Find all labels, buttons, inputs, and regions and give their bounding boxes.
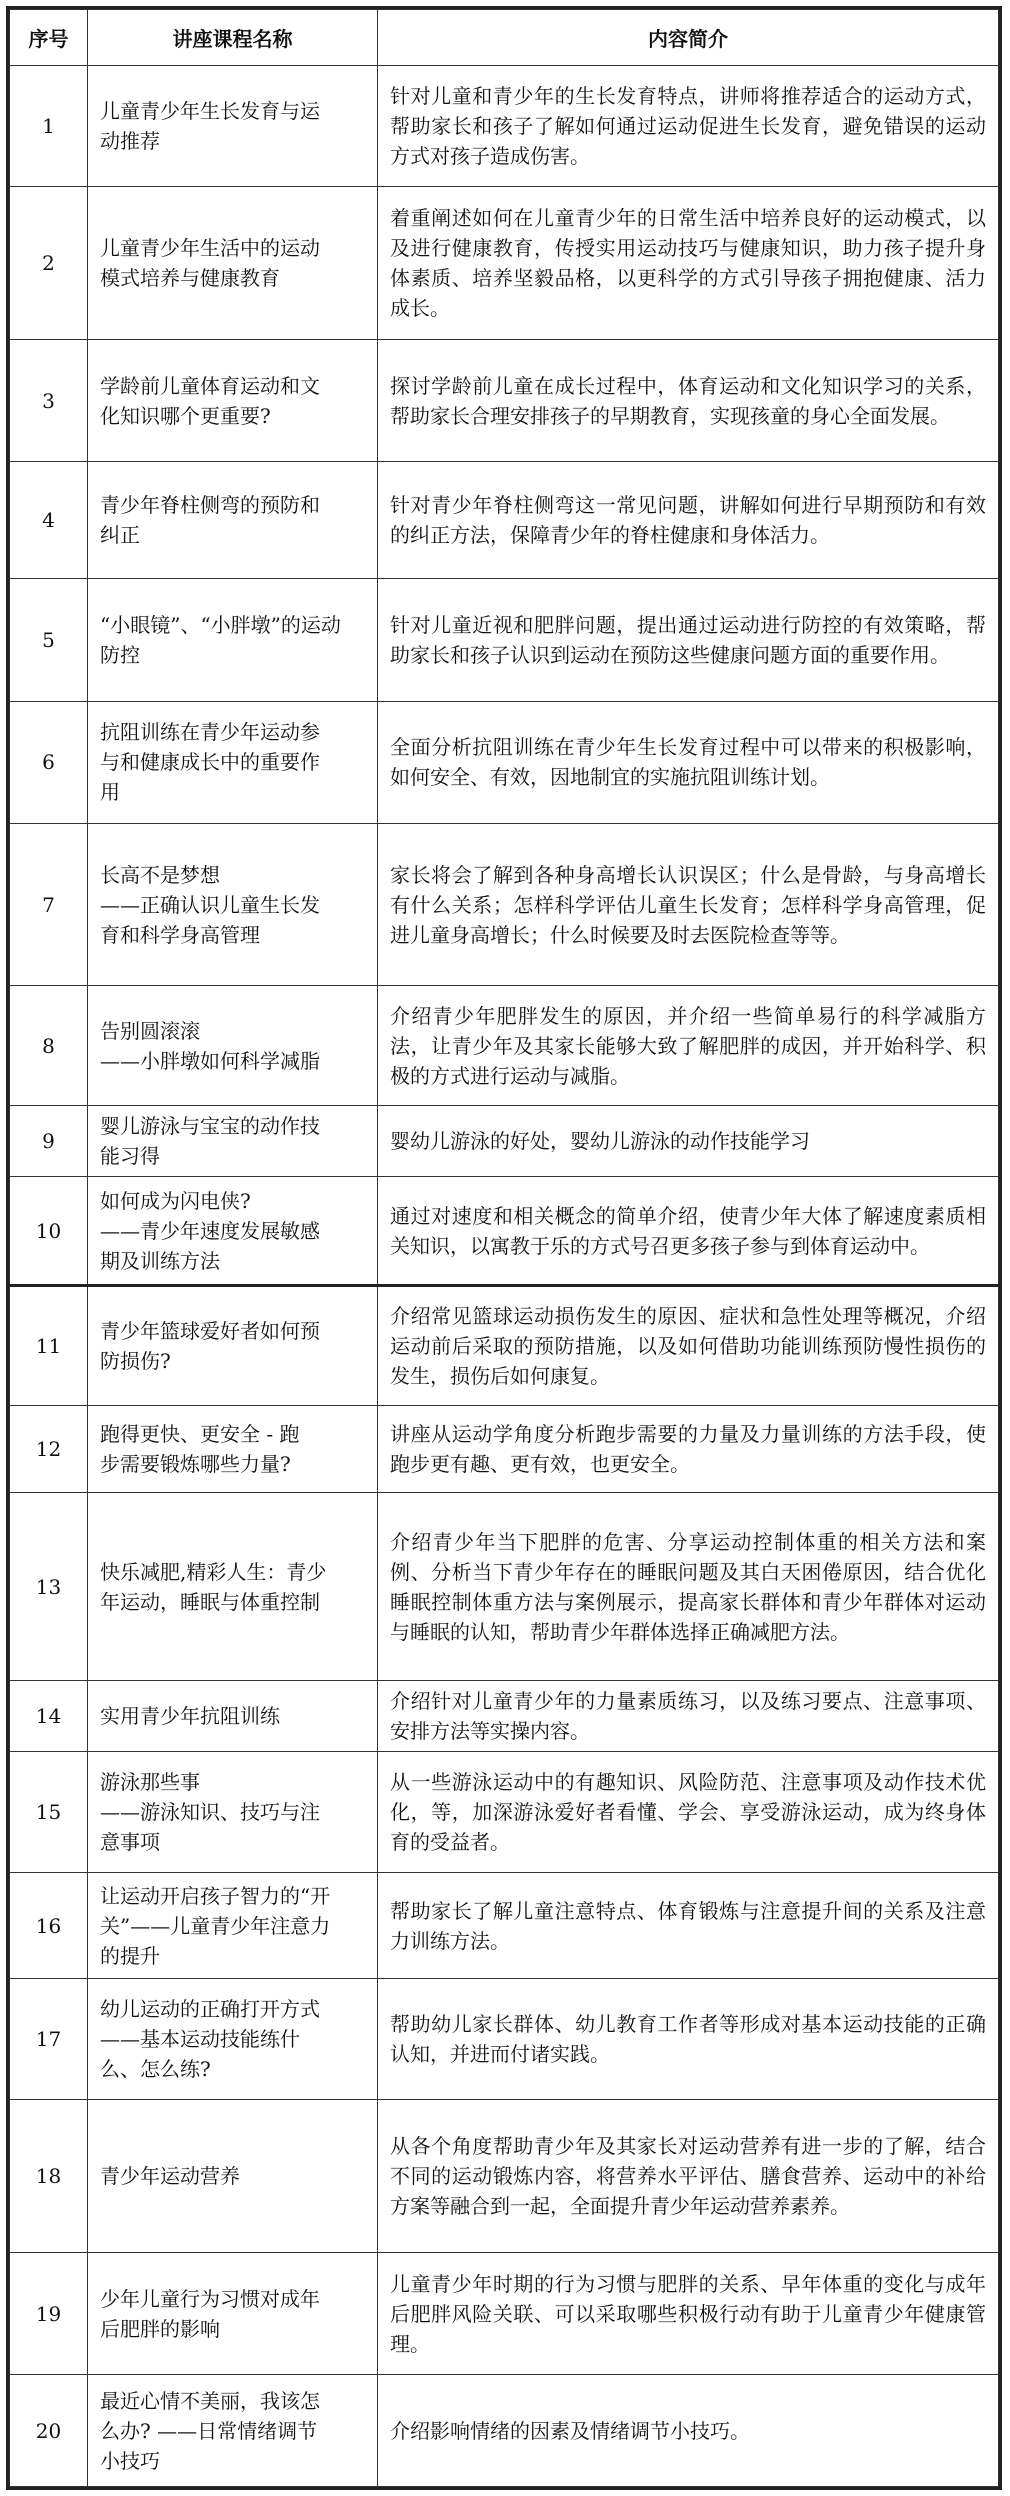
lecture-description: 介绍常见篮球运动损伤发生的原因、症状和急性处理等概况，介绍运动前后采取的预防措施，以及如何借助功能训练预防慢性损伤的发生，损伤后如何康复。: [378, 1286, 999, 1406]
lecture-title: 游泳那些事 ——游泳知识、技巧与注 意事项: [88, 1752, 378, 1873]
lecture-title: 让运动开启孩子智力的“开 关”——儿童青少年注意力 的提升: [88, 1873, 378, 1979]
lecture-description: 介绍青少年肥胖发生的原因，并介绍一些简单易行的科学减脂方法，让青少年及其家长能够大致了解肥胖的成因，并开始科学、积极的方式进行运动与减脂。: [378, 986, 999, 1106]
row-number: 9: [10, 1106, 88, 1177]
table-row: [10, 1752, 999, 1873]
table-row: [10, 186, 999, 339]
lecture-title: 婴儿游泳与宝宝的动作技 能习得: [88, 1106, 378, 1177]
lecture-title: 儿童青少年生活中的运动 模式培养与健康教育: [88, 186, 378, 339]
lecture-description: 针对儿童近视和肥胖问题，提出通过运动进行防控的有效策略，帮助家长和孩子认识到运动在预防这些健康问题方面的重要作用。: [378, 578, 999, 701]
lecture-description: 通过对速度和相关概念的简单介绍，使青少年大体了解速度素质相关知识，以寓教于乐的方式号召更多孩子参与到体育运动中。: [378, 1177, 999, 1286]
lecture-description: 着重阐述如何在儿童青少年的日常生活中培养良好的运动模式，以及进行健康教育，传授实用运动技巧与健康知识，助力孩子提升身体素质、培养坚毅品格，以更科学的方式引导孩子拥抱健康、活力成长。: [378, 186, 999, 339]
row-number: 16: [10, 1873, 88, 1979]
row-number: 13: [10, 1493, 88, 1681]
lecture-title: 学龄前儿童体育运动和文 化知识哪个更重要?: [88, 340, 378, 462]
lecture-title: 青少年运动营养: [88, 2099, 378, 2252]
table-row: [10, 2253, 999, 2375]
lecture-title: 抗阻训练在青少年运动参 与和健康成长中的重要作 用: [88, 701, 378, 823]
row-number: 18: [10, 2099, 88, 2252]
lecture-title: 最近心情不美丽，我该怎 么办? ——日常情绪调节 小技巧: [88, 2375, 378, 2487]
row-number: 1: [10, 66, 88, 187]
table-row: [10, 66, 999, 187]
lecture-description: 介绍影响情绪的因素及情绪调节小技巧。: [378, 2375, 999, 2487]
lecture-title: 青少年脊柱侧弯的预防和 纠正: [88, 462, 378, 578]
lecture-title: 如何成为闪电侠? ——青少年速度发展敏感 期及训练方法: [88, 1177, 378, 1286]
lecture-description: 从各个角度帮助青少年及其家长对运动营养有进一步的了解，结合不同的运动锻炼内容，将营养水平评估、膳食营养、运动中的补给方案等融合到一起，全面提升青少年运动营养素养。: [378, 2099, 999, 2252]
row-number: 6: [10, 701, 88, 823]
lecture-description: 婴幼儿游泳的好处，婴幼儿游泳的动作技能学习: [378, 1106, 999, 1177]
table-row: [10, 986, 999, 1106]
row-number: 7: [10, 823, 88, 986]
lecture-title: 少年儿童行为习惯对成年 后肥胖的影响: [88, 2253, 378, 2375]
table-row: [10, 701, 999, 823]
header-title: 讲座课程名称: [88, 10, 378, 66]
table-row: [10, 578, 999, 701]
table-row: [10, 1286, 999, 1406]
lecture-title: 青少年篮球爱好者如何预 防损伤?: [88, 1286, 378, 1406]
header-desc: 内容简介: [378, 10, 999, 66]
lecture-description: 儿童青少年时期的行为习惯与肥胖的关系、早年体重的变化与成年后肥胖风险关联、可以采取哪些积极行动有助于儿童青少年健康管理。: [378, 2253, 999, 2375]
table-row: [10, 2099, 999, 2252]
lecture-title: “小眼镜”、“小胖墩”的运动 防控: [88, 578, 378, 701]
table-row: [10, 2375, 999, 2487]
row-number: 17: [10, 1978, 88, 2099]
lecture-description: 讲座从运动学角度分析跑步需要的力量及力量训练的方法手段，使跑步更有趣、更有效，也更安全。: [378, 1406, 999, 1493]
row-number: 5: [10, 578, 88, 701]
header-row: [10, 10, 999, 66]
lecture-description: 帮助家长了解儿童注意特点、体育锻炼与注意提升间的关系及注意力训练方法。: [378, 1873, 999, 1979]
row-number: 2: [10, 186, 88, 339]
table-row: [10, 823, 999, 986]
row-number: 19: [10, 2253, 88, 2375]
table-row: [10, 1493, 999, 1681]
table-row: [10, 1177, 999, 1286]
lecture-description: 帮助幼儿家长群体、幼儿教育工作者等形成对基本运动技能的正确认知，并进而付诸实践。: [378, 1978, 999, 2099]
lecture-title: 长高不是梦想 ——正确认识儿童生长发 育和科学身高管理: [88, 823, 378, 986]
lecture-title: 跑得更快、更安全 - 跑 步需要锻炼哪些力量?: [88, 1406, 378, 1493]
lecture-description: 针对儿童和青少年的生长发育特点，讲师将推荐适合的运动方式，帮助家长和孩子了解如何通过运动促进生长发育，避免错误的运动方式对孩子造成伤害。: [378, 66, 999, 187]
lecture-description: 全面分析抗阻训练在青少年生长发育过程中可以带来的积极影响，如何安全、有效，因地制宜的实施抗阻训练计划。: [378, 701, 999, 823]
lecture-title: 告别圆滚滚 ——小胖墩如何科学减脂: [88, 986, 378, 1106]
row-number: 14: [10, 1681, 88, 1752]
lecture-title: 实用青少年抗阻训练: [88, 1681, 378, 1752]
row-number: 8: [10, 986, 88, 1106]
row-number: 3: [10, 340, 88, 462]
table-row: [10, 1106, 999, 1177]
row-number: 20: [10, 2375, 88, 2487]
row-number: 10: [10, 1177, 88, 1286]
table-body: [10, 66, 999, 2487]
lecture-description: 介绍青少年当下肥胖的危害、分享运动控制体重的相关方法和案例、分析当下青少年存在的睡眠问题及其白天困倦原因，结合优化睡眠控制体重方法与案例展示，提高家长群体和青少年群体对运动与睡眠的认知，帮助青少年群体选择正确减肥方法。: [378, 1493, 999, 1681]
lecture-description: 家长将会了解到各种身高增长认识误区；什么是骨龄，与身高增长有什么关系；怎样科学评估儿童生长发育；怎样科学身高管理，促进儿童身高增长；什么时候要及时去医院检查等等。: [378, 823, 999, 986]
table-row: [10, 462, 999, 578]
table-row: [10, 1873, 999, 1979]
table-row: [10, 340, 999, 462]
row-number: 4: [10, 462, 88, 578]
lecture-description: 探讨学龄前儿童在成长过程中，体育运动和文化知识学习的关系，帮助家长合理安排孩子的早期教育，实现孩童的身心全面发展。: [378, 340, 999, 462]
lecture-description: 介绍针对儿童青少年的力量素质练习，以及练习要点、注意事项、安排方法等实操内容。: [378, 1681, 999, 1752]
table-row: [10, 1978, 999, 2099]
row-number: 12: [10, 1406, 88, 1493]
lecture-description: 针对青少年脊柱侧弯这一常见问题，讲解如何进行早期预防和有效的纠正方法，保障青少年的脊柱健康和身体活力。: [378, 462, 999, 578]
row-number: 11: [10, 1286, 88, 1406]
table-row: [10, 1681, 999, 1752]
table-row: [10, 1406, 999, 1493]
row-number: 15: [10, 1752, 88, 1873]
lecture-title: 快乐减肥,精彩人生：青少 年运动，睡眠与体重控制: [88, 1493, 378, 1681]
lecture-table-sheet: [6, 6, 1002, 2490]
lecture-title: 幼儿运动的正确打开方式 ——基本运动技能练什 么、怎么练?: [88, 1978, 378, 2099]
header-no: 序号: [10, 10, 88, 66]
lecture-table: [9, 9, 999, 2487]
lecture-title: 儿童青少年生长发育与运 动推荐: [88, 66, 378, 187]
lecture-description: 从一些游泳运动中的有趣知识、风险防范、注意事项及动作技术优化，等，加深游泳爱好者看懂、学会、享受游泳运动，成为终身体育的受益者。: [378, 1752, 999, 1873]
